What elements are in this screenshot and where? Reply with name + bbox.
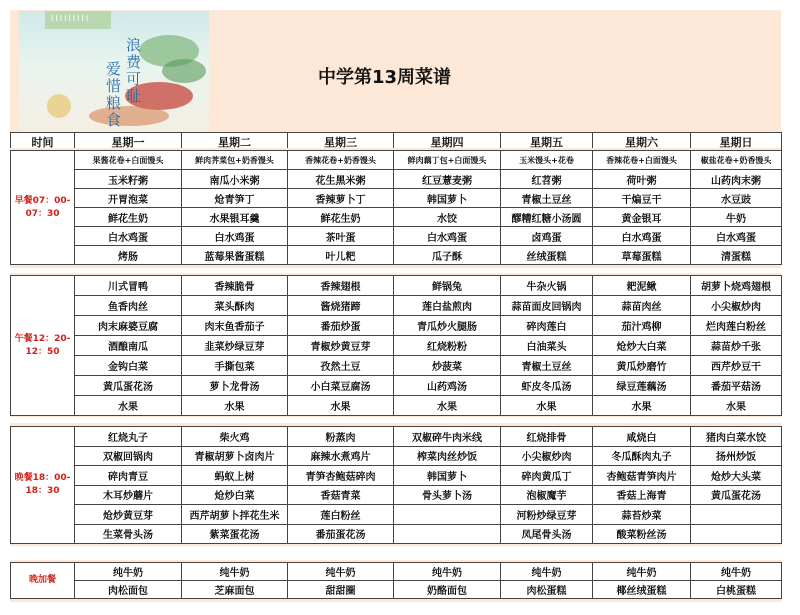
menu-cell: 韩国萝卜 <box>394 466 501 486</box>
menu-cell: 果酱花卷+白面馒头 <box>75 151 182 170</box>
menu-cell: 杏鲍菇青笋肉片 <box>593 466 691 486</box>
table-row <box>11 336 782 356</box>
menu-cell: 白油菜头 <box>501 336 593 356</box>
menu-cell: 白水鸡蛋 <box>394 227 501 246</box>
menu-cell: 碎肉青豆 <box>75 466 182 486</box>
menu-cell: 黄金银耳 <box>593 208 691 227</box>
menu-cell: 西芹胡萝卜拌花生米 <box>182 505 288 525</box>
menu-cell: 香菇上海青 <box>593 485 691 505</box>
menu-cell: 萝卜龙骨汤 <box>182 376 288 396</box>
menu-cell: 青瓜炒火腿肠 <box>394 316 501 336</box>
menu-cell: 红烧粉粉 <box>394 336 501 356</box>
menu-cell: 芝麻面包 <box>182 581 288 599</box>
menu-cell: 纯牛奶 <box>394 563 501 581</box>
menu-cell: 纯牛奶 <box>75 563 182 581</box>
table-row <box>11 427 782 447</box>
menu-cell: 猪肉白菜水饺 <box>691 427 782 447</box>
table-row <box>11 396 782 416</box>
menu-cell: 凤尾骨头汤 <box>501 524 593 544</box>
menu-cell: 泡椒魔芋 <box>501 485 593 505</box>
menu-cell: 莲白粉丝 <box>288 505 394 525</box>
dinner-table <box>10 426 782 544</box>
menu-cell: 紫菜蛋花汤 <box>182 524 288 544</box>
menu-cell: 干煸豆干 <box>593 189 691 208</box>
menu-cell: 水豆豉 <box>691 189 782 208</box>
table-row <box>11 446 782 466</box>
menu-cell: 孜然土豆 <box>288 356 394 376</box>
menu-cell: 纯牛奶 <box>593 563 691 581</box>
menu-cell: 香辣花卷+白面馒头 <box>593 151 691 170</box>
menu-cell: 韩国萝卜 <box>394 189 501 208</box>
menu-cell <box>394 524 501 544</box>
menu-cell: 肉末鱼香茄子 <box>182 316 288 336</box>
menu-cell: 茄汁鸡柳 <box>593 316 691 336</box>
menu-cell: 草莓蛋糕 <box>593 246 691 265</box>
menu-cell: 麻辣水煮鸡片 <box>288 446 394 466</box>
day-header: 星期六 <box>593 133 691 151</box>
menu-cell: 番茄蛋花汤 <box>288 524 394 544</box>
menu-cell: 肉松蛋糕 <box>501 581 593 599</box>
menu-cell: 红豆薏麦粥 <box>394 170 501 189</box>
menu-cell: 黄瓜蛋花汤 <box>691 485 782 505</box>
menu-cell <box>394 505 501 525</box>
menu-cell: 炝青笋丁 <box>182 189 288 208</box>
menu-cell: 南瓜小米粥 <box>182 170 288 189</box>
menu-cell: 青椒炒黄豆芽 <box>288 336 394 356</box>
menu-cell: 虾皮冬瓜汤 <box>501 376 593 396</box>
day-header: 星期四 <box>394 133 501 151</box>
menu-cell: 玉米籽粥 <box>75 170 182 189</box>
menu-cell: 鲜花生奶 <box>75 208 182 227</box>
menu-cell: 蒜苗面皮回锅肉 <box>501 296 593 316</box>
table-row <box>11 563 782 581</box>
menu-cell: 茶叶蛋 <box>288 227 394 246</box>
menu-cell: 胡萝卜烧鸡翅根 <box>691 276 782 296</box>
menu-cell: 碎肉莲白 <box>501 316 593 336</box>
menu-cell: 清蛋糕 <box>691 246 782 265</box>
menu-cell: 炝炒白菜 <box>182 485 288 505</box>
menu-cell: 香辣脆骨 <box>182 276 288 296</box>
menu-cell: 水果 <box>691 396 782 416</box>
menu-cell: 水果 <box>75 396 182 416</box>
menu-cell: 烤肠 <box>75 246 182 265</box>
menu-cell: 瓜子酥 <box>394 246 501 265</box>
menu-cell <box>691 524 782 544</box>
menu-cell: 白水鸡蛋 <box>182 227 288 246</box>
snack-table <box>10 562 782 599</box>
menu-cell: 鲜锅兔 <box>394 276 501 296</box>
logo-left-text: 爱惜粮食 <box>104 61 122 129</box>
menu-cell: 酸菜粉丝汤 <box>593 524 691 544</box>
menu-cell: 冬瓜酥肉丸子 <box>593 446 691 466</box>
table-row <box>11 524 782 544</box>
table-row <box>11 246 782 265</box>
table-row <box>11 170 782 189</box>
menu-cell: 叶儿粑 <box>288 246 394 265</box>
day-header: 星期日 <box>691 133 782 151</box>
snack-time-label: 晚加餐 <box>11 563 75 599</box>
day-header: 星期三 <box>288 133 394 151</box>
menu-cell: 水果银耳羹 <box>182 208 288 227</box>
menu-cell: 纯牛奶 <box>691 563 782 581</box>
menu-cell <box>691 505 782 525</box>
day-header: 星期五 <box>501 133 593 151</box>
menu-cell: 香菇青菜 <box>288 485 394 505</box>
table-row <box>11 356 782 376</box>
menu-cell: 韭菜炒绿豆芽 <box>182 336 288 356</box>
menu-cell: 丝绒蛋糕 <box>501 246 593 265</box>
menu-cell: 白水鸡蛋 <box>593 227 691 246</box>
menu-cell: 青椒胡萝卜卤肉片 <box>182 446 288 466</box>
menu-cell: 菜头酥肉 <box>182 296 288 316</box>
menu-cell: 酒酿南瓜 <box>75 336 182 356</box>
table-row <box>11 316 782 336</box>
menu-cell: 肉末麻婆豆腐 <box>75 316 182 336</box>
menu-cell: 扬州炒饭 <box>691 446 782 466</box>
table-row <box>11 581 782 599</box>
table-row <box>11 485 782 505</box>
menu-cell: 红苕粥 <box>501 170 593 189</box>
menu-cell: 炝炒大头菜 <box>691 466 782 486</box>
menu-cell: 白桃蛋糕 <box>691 581 782 599</box>
menu-cell: 玉米馒头+花卷 <box>501 151 593 170</box>
menu-cell: 青笋杏鲍菇碎肉 <box>288 466 394 486</box>
menu-cell: 红烧排骨 <box>501 427 593 447</box>
menu-cell: 卤鸡蛋 <box>501 227 593 246</box>
table-row <box>11 208 782 227</box>
menu-cell: 炝炒大白菜 <box>593 336 691 356</box>
table-row <box>11 466 782 486</box>
menu-cell: 开胃泡菜 <box>75 189 182 208</box>
menu-cell: 水果 <box>182 396 288 416</box>
menu-cell: 蓝莓果酱蛋糕 <box>182 246 288 265</box>
lunch-table <box>10 275 782 416</box>
logo-image <box>19 11 209 133</box>
menu-cell: 纯牛奶 <box>182 563 288 581</box>
menu-cell: 山药鸡汤 <box>394 376 501 396</box>
table-row <box>11 189 782 208</box>
menu-cell: 骨头萝卜汤 <box>394 485 501 505</box>
menu-cell: 粉蒸肉 <box>288 427 394 447</box>
menu-cell: 椒盐花卷+奶香馒头 <box>691 151 782 170</box>
menu-cell: 水果 <box>394 396 501 416</box>
menu-cell: 牛杂火锅 <box>501 276 593 296</box>
menu-cell: 椰丝绒蛋糕 <box>593 581 691 599</box>
menu-cell: 柴火鸡 <box>182 427 288 447</box>
menu-cell: 白水鸡蛋 <box>75 227 182 246</box>
table-row <box>11 296 782 316</box>
menu-cell: 番茄炒蛋 <box>288 316 394 336</box>
menu-cell: 蒜苔炒菜 <box>593 505 691 525</box>
menu-cell: 花生黑米粥 <box>288 170 394 189</box>
menu-cell: 鲜花生奶 <box>288 208 394 227</box>
page-title: 中学第13周菜谱 <box>318 67 452 88</box>
menu-cell: 肉松面包 <box>75 581 182 599</box>
menu-cell: 香辣萝卜丁 <box>288 189 394 208</box>
menu-cell: 小尖椒炒肉 <box>691 296 782 316</box>
menu-cell: 生菜骨头汤 <box>75 524 182 544</box>
menu-cell: 醪糟红糖小汤圆 <box>501 208 593 227</box>
menu-cell: 纯牛奶 <box>501 563 593 581</box>
menu-cell: 山药肉末粥 <box>691 170 782 189</box>
menu-cell: 榨菜肉丝炒饭 <box>394 446 501 466</box>
menu-cell: 手撕包菜 <box>182 356 288 376</box>
menu-cell: 水饺 <box>394 208 501 227</box>
menu-cell: 水果 <box>501 396 593 416</box>
table-row <box>11 276 782 296</box>
menu-cell: 双椒碎牛肉米线 <box>394 427 501 447</box>
menu-cell: 酱烧猪蹄 <box>288 296 394 316</box>
menu-cell: 香辣花卷+奶香馒头 <box>288 151 394 170</box>
table-row <box>11 376 782 396</box>
table-row <box>11 151 782 170</box>
menu-cell: 番茄平菇汤 <box>691 376 782 396</box>
menu-cell: 蚂蚁上树 <box>182 466 288 486</box>
menu-cell: 西芹炒豆干 <box>691 356 782 376</box>
logo-right-text: 浪费可耻 <box>124 37 142 105</box>
time-header: 时间 <box>11 133 75 151</box>
menu-cell: 黄瓜蛋花汤 <box>75 376 182 396</box>
menu-cell: 小尖椒炒肉 <box>501 446 593 466</box>
logo-band-text: IIIIIIIII <box>51 14 91 23</box>
menu-cell: 红烧丸子 <box>75 427 182 447</box>
menu-cell: 咸烧白 <box>593 427 691 447</box>
menu-cell: 鱼香肉丝 <box>75 296 182 316</box>
menu-cell: 碎肉黄瓜丁 <box>501 466 593 486</box>
menu-cell: 绿豆莲藕汤 <box>593 376 691 396</box>
menu-cell: 双椒回锅肉 <box>75 446 182 466</box>
menu-cell: 耙泥鳅 <box>593 276 691 296</box>
day-header: 星期二 <box>182 133 288 151</box>
menu-cell: 炝炒黄豆芽 <box>75 505 182 525</box>
menu-cell: 川式冒鸭 <box>75 276 182 296</box>
menu-cell: 香辣翅根 <box>288 276 394 296</box>
menu-cell: 鲜肉藕丁包+白面馒头 <box>394 151 501 170</box>
dinner-time-label: 晚餐18：00-18：30 <box>11 427 75 544</box>
menu-cell: 烂肉莲白粉丝 <box>691 316 782 336</box>
menu-cell: 河粉炒绿豆芽 <box>501 505 593 525</box>
menu-cell: 木耳炒蘑片 <box>75 485 182 505</box>
breakfast-table <box>10 150 782 265</box>
table-row <box>11 505 782 525</box>
menu-cell: 水果 <box>288 396 394 416</box>
day-header: 星期一 <box>75 133 182 151</box>
menu-cell: 鲜肉荠菜包+奶香馒头 <box>182 151 288 170</box>
menu-cell: 奶酪面包 <box>394 581 501 599</box>
menu-cell: 纯牛奶 <box>288 563 394 581</box>
menu-cell: 黄瓜炒磨竹 <box>593 356 691 376</box>
menu-cell: 牛奶 <box>691 208 782 227</box>
menu-cell: 荷叶粥 <box>593 170 691 189</box>
table-row <box>11 227 782 246</box>
menu-cell: 炒菠菜 <box>394 356 501 376</box>
menu-cell: 蒜苗肉丝 <box>593 296 691 316</box>
menu-cell: 蒜苗炒千张 <box>691 336 782 356</box>
menu-cell: 莲白盐煎肉 <box>394 296 501 316</box>
menu-cell: 金钩白菜 <box>75 356 182 376</box>
menu-cell: 小白菜豆腐汤 <box>288 376 394 396</box>
menu-cell: 青椒土豆丝 <box>501 189 593 208</box>
lunch-time-label: 午餐12：20-12：50 <box>11 276 75 416</box>
menu-cell: 白水鸡蛋 <box>691 227 782 246</box>
menu-cell: 甜甜圈 <box>288 581 394 599</box>
menu-cell: 青椒土豆丝 <box>501 356 593 376</box>
breakfast-time-label: 早餐07：00-07：30 <box>11 151 75 265</box>
menu-cell: 水果 <box>593 396 691 416</box>
